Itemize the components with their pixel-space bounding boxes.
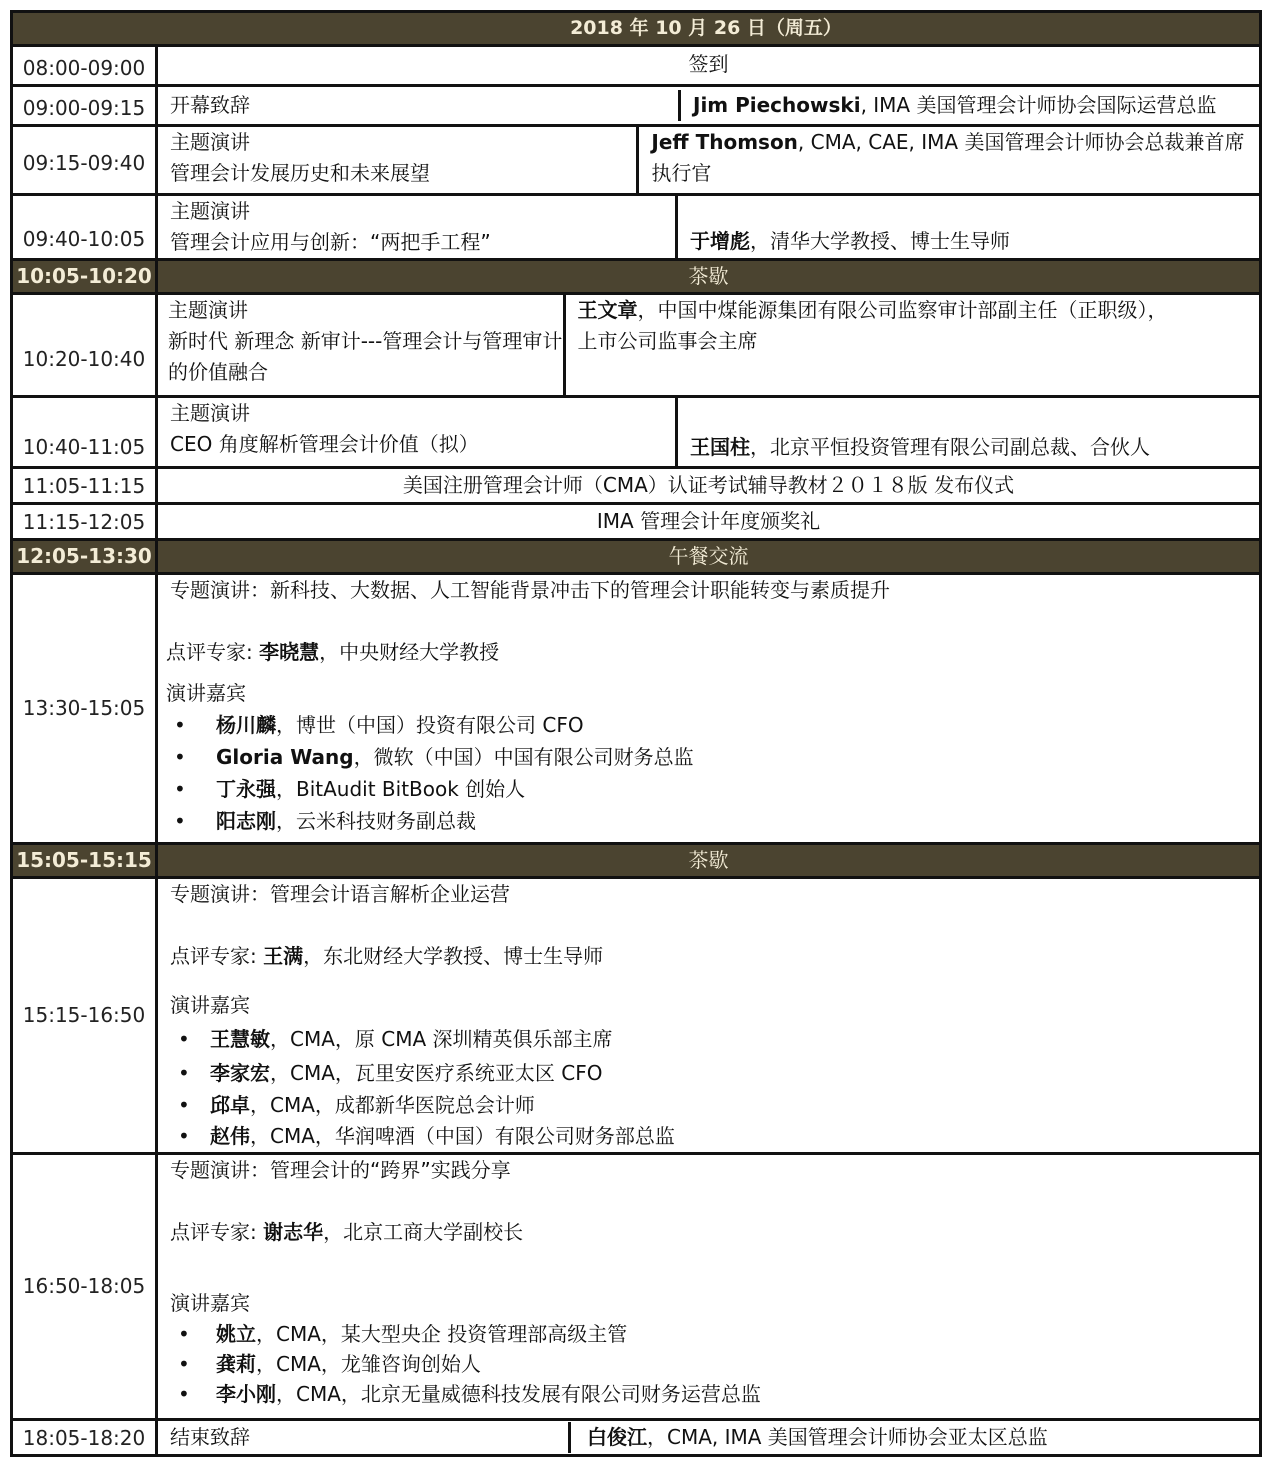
panel-reviewer	[166, 637, 1259, 668]
speaker-name: 龚莉	[216, 1352, 256, 1376]
speaker-item	[170, 1349, 1259, 1379]
panel-cell	[157, 574, 1261, 844]
speaker-name: 李小刚	[216, 1382, 276, 1406]
agenda-row	[12, 195, 1261, 260]
time-cell: 10:40-11:05	[12, 397, 157, 468]
speaker-title: ，CMA，瓦里安医疗系统亚太区 CFO	[270, 1061, 603, 1085]
break-row	[12, 844, 1261, 878]
speaker-list	[170, 1021, 1259, 1151]
break-label: 茶歇	[157, 260, 1261, 294]
time-cell: 08:00-09:00	[12, 46, 157, 86]
speaker-name: 杨川麟	[216, 713, 276, 737]
session-cell	[157, 195, 1261, 260]
time-cell: 10:20-10:40	[12, 294, 157, 397]
date-title: 2018 年 10 月 26 日（周五）	[12, 12, 1261, 46]
time-cell: 15:15-16:50	[12, 878, 157, 1154]
session-cell	[157, 126, 1261, 195]
speaker-name: 于增彪	[690, 229, 750, 253]
speaker-title: ，清华大学教授、博士生导师	[750, 229, 1010, 253]
speaker-name: 丁永强	[216, 777, 276, 801]
speaker-name: 阳志刚	[216, 809, 276, 833]
speaker-list	[166, 709, 1259, 837]
time-cell: 10:05-10:20	[12, 260, 157, 294]
agenda-row	[12, 468, 1261, 504]
agenda-row	[12, 86, 1261, 126]
speaker-list	[170, 1319, 1259, 1409]
session-cell	[157, 1420, 1261, 1456]
speaker-item	[170, 1089, 1259, 1121]
reviewer-name: 王满	[263, 944, 304, 968]
session-topic: 新时代 新理念 新审计---管理会计与管理审计的价值融合	[168, 329, 563, 384]
time-cell: 18:05-18:20	[12, 1420, 157, 1456]
panel-row	[12, 878, 1261, 1154]
break-label: 茶歇	[157, 844, 1261, 878]
speaker-title: ，云米科技财务副总裁	[276, 809, 476, 833]
time-cell: 09:15-09:40	[12, 126, 157, 195]
panel-cell	[157, 1154, 1261, 1420]
reviewer-title: ，中央财经大学教授	[319, 640, 500, 664]
session-type: 主题演讲	[168, 298, 248, 322]
reviewer-label: 点评专家:	[170, 1220, 264, 1244]
break-label: 午餐交流	[157, 540, 1261, 574]
session-cell	[157, 294, 1261, 397]
speaker-title: ，CMA，某大型央企 投资管理部高级主管	[256, 1322, 628, 1346]
speaker-title: ，博世（中国）投资有限公司 CFO	[276, 713, 584, 737]
agenda-row	[12, 504, 1261, 540]
time-cell: 15:05-15:15	[12, 844, 157, 878]
date-header-row	[12, 12, 1261, 46]
speaker-title: , IMA 美国管理会计师协会国际运营总监	[860, 93, 1217, 117]
speaker-name: 王国柱	[690, 435, 750, 459]
agenda-row	[12, 1420, 1261, 1456]
session-topic: 管理会计发展历史和未来展望	[170, 161, 430, 185]
reviewer-name: 李晓慧	[259, 640, 320, 664]
panel-topic: 专题演讲：管理会计的“跨界”实践分享	[170, 1158, 511, 1182]
agenda-row	[12, 46, 1261, 86]
speaker-item	[166, 709, 1259, 741]
time-cell: 13:30-15:05	[12, 574, 157, 844]
agenda-table	[10, 10, 1262, 1457]
panel-topic: 专题演讲：管理会计语言解析企业运营	[170, 882, 510, 906]
time-cell: 09:00-09:15	[12, 86, 157, 126]
speaker-title: ，微软（中国）中国有限公司财务总监	[353, 745, 694, 769]
speaker-name: 白俊江	[587, 1425, 647, 1449]
break-row	[12, 540, 1261, 574]
speaker-title: ，中国中煤能源集团有限公司监察审计部副主任（正职级），上市公司监事会主席	[577, 298, 1168, 353]
speaker-name: 姚立	[216, 1322, 256, 1346]
speaker-name: Jeff Thomson	[651, 130, 798, 154]
panel-reviewer	[170, 1217, 1259, 1248]
session-type: 主题演讲	[170, 199, 250, 223]
time-cell: 11:05-11:15	[12, 468, 157, 504]
time-cell: 16:50-18:05	[12, 1154, 157, 1420]
session-topic: 管理会计应用与创新：“两把手工程”	[170, 230, 491, 254]
session-title	[158, 127, 639, 193]
panel-reviewer	[170, 941, 1259, 972]
speaker-item	[170, 1379, 1259, 1409]
speaker-info	[678, 398, 1150, 466]
speaker-info	[571, 1422, 1048, 1453]
speaker-name: 赵伟	[210, 1124, 250, 1148]
speaker-item	[170, 1319, 1259, 1349]
break-row	[12, 260, 1261, 294]
speaker-name: Jim Piechowski	[693, 93, 861, 117]
speaker-item	[166, 773, 1259, 805]
speaker-info	[639, 127, 1259, 193]
session-topic: CEO 角度解析管理会计价值（拟）	[170, 432, 479, 456]
agenda-row	[12, 397, 1261, 468]
time-cell: 12:05-13:30	[12, 540, 157, 574]
speaker-info	[681, 90, 1216, 121]
reviewer-title: ，东北财经大学教授、博士生导师	[303, 944, 604, 968]
speaker-item	[170, 1121, 1259, 1151]
session-type: 主题演讲	[170, 130, 250, 154]
speaker-name: 李家宏	[210, 1061, 270, 1085]
reviewer-title: ，北京工商大学副校长	[323, 1220, 524, 1244]
session-title	[158, 398, 678, 466]
speakers-label: 演讲嘉宾	[170, 993, 250, 1017]
session-cell	[157, 397, 1261, 468]
session-cell: IMA 管理会计年度颁奖礼	[157, 504, 1261, 540]
speaker-title: ，CMA，原 CMA 深圳精英俱乐部主席	[270, 1027, 613, 1051]
session-title	[158, 196, 678, 258]
session-title	[158, 1422, 571, 1453]
speakers-label: 演讲嘉宾	[166, 681, 246, 705]
speaker-info	[678, 196, 1010, 258]
speaker-item	[166, 805, 1259, 837]
time-cell: 09:40-10:05	[12, 195, 157, 260]
session-title	[158, 90, 681, 121]
speaker-title: , CMA, CAE, IMA 美国管理会计师协会总裁兼首席执行官	[651, 130, 1245, 185]
session-type: 主题演讲	[170, 401, 250, 425]
speaker-name: 王文章	[577, 298, 638, 322]
speaker-name: 王慧敏	[210, 1027, 270, 1051]
session-label: 开幕致辞	[170, 93, 250, 117]
panel-row	[12, 1154, 1261, 1420]
speaker-item	[170, 1021, 1259, 1057]
speaker-title: ，CMA，华润啤酒（中国）有限公司财务部总监	[250, 1124, 675, 1148]
speaker-item	[166, 741, 1259, 773]
session-label: 结束致辞	[170, 1425, 250, 1449]
session-cell: 签到	[157, 46, 1261, 86]
agenda-row	[12, 294, 1261, 397]
speaker-info	[566, 295, 1260, 395]
session-cell	[157, 86, 1261, 126]
speakers-label: 演讲嘉宾	[170, 1291, 250, 1315]
speaker-title: ，CMA，成都新华医院总会计师	[250, 1093, 535, 1117]
speaker-title: ，北京平恒投资管理有限公司副总裁、合伙人	[750, 435, 1150, 459]
reviewer-name: 谢志华	[263, 1220, 324, 1244]
session-title	[158, 295, 566, 395]
speaker-title: ，CMA, IMA 美国管理会计师协会亚太区总监	[647, 1425, 1048, 1449]
reviewer-label: 点评专家:	[170, 944, 264, 968]
session-cell: 美国注册管理会计师（CMA）认证考试辅导教材２０１８版 发布仪式	[157, 468, 1261, 504]
agenda-row	[12, 126, 1261, 195]
speaker-title: ，CMA，龙雏咨询创始人	[256, 1352, 481, 1376]
panel-topic: 专题演讲：新科技、大数据、人工智能背景冲击下的管理会计职能转变与素质提升	[170, 578, 890, 602]
speaker-name: 邱卓	[210, 1093, 250, 1117]
time-cell: 11:15-12:05	[12, 504, 157, 540]
speaker-title: ，CMA，北京无量威德科技发展有限公司财务运营总监	[276, 1382, 761, 1406]
speaker-item	[170, 1057, 1259, 1089]
speaker-name: Gloria Wang	[216, 745, 354, 769]
speaker-title: ，BitAudit BitBook 创始人	[276, 777, 526, 801]
reviewer-label: 点评专家:	[166, 640, 260, 664]
panel-row	[12, 574, 1261, 844]
panel-cell	[157, 878, 1261, 1154]
